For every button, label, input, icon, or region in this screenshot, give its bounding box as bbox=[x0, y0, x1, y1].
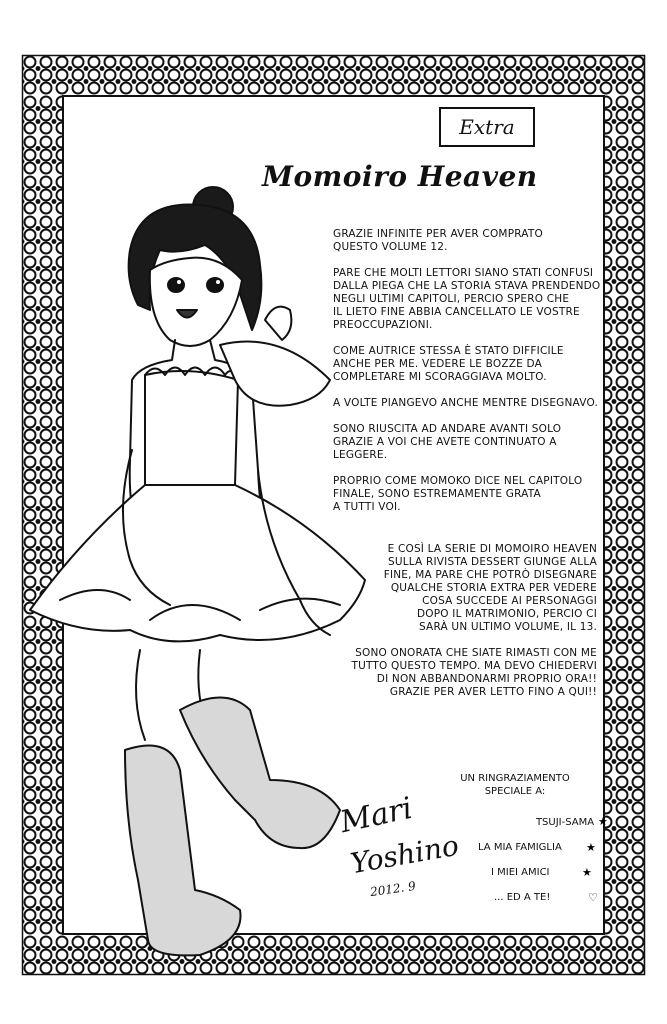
paragraph: GRAZIE INFINITE PER AVER COMPRATO QUESTO VOLUME 12. bbox=[333, 228, 543, 253]
star-icon: ★ bbox=[586, 841, 596, 854]
thanks-heading: UN RINGRAZIAMENTO SPECIALE A: bbox=[460, 773, 570, 797]
paragraph: SONO ONORATA CHE SIATE RIMASTI CON ME TUTTO QUESTO TEMPO. MA DEVO CHIEDERVI DI NON ABBANDONARMI PROPRIO ORA!! GRAZIE PER AVER LETTO FINO A QUI!! bbox=[351, 647, 597, 698]
extra-label-box bbox=[439, 107, 535, 147]
decorative-stars bbox=[582, 813, 610, 909]
star-icon: ★ bbox=[598, 815, 608, 828]
thanks-item: LA MIA FAMIGLIA bbox=[478, 842, 562, 853]
paragraph: E COSÌ LA SERIE DI MOMOIRO HEAVEN SULLA RIVISTA DESSERT GIUNGE ALLA FINE, MA PARE CHE POTRÒ DISEGNARE QUALCHE STORIA EXTRA PER VEDERE COSA SUCCEDE AI PERSONAGGI DOPO IL MATRIMONIO, PERCIO CI SARÀ UN ULTIMO VOLUME, IL 13. bbox=[383, 543, 597, 633]
paragraph: PROPRIO COME MOMOKO DICE NEL CAPITOLO FINALE, SONO ESTREMAMENTE GRATA A TUTTI VOI. bbox=[333, 475, 583, 513]
paragraph: A VOLTE PIANGEVO ANCHE MENTRE DISEGNAVO. bbox=[333, 397, 599, 409]
extra-label: Extra bbox=[459, 115, 515, 139]
heart-icon: ♡ bbox=[588, 891, 598, 904]
signature-line2: Yoshino bbox=[347, 828, 462, 881]
thanks-item: TSUJI-SAMA bbox=[535, 817, 595, 828]
signature-date: 2012. 9 bbox=[369, 878, 417, 900]
paragraph: SONO RIUSCITA AD ANDARE AVANTI SOLO GRAZIE A VOI CHE AVETE CONTINUATO A LEGGERE. bbox=[333, 423, 562, 461]
paragraph: PARE CHE MOLTI LETTORI SIANO STATI CONFUSI DALLA PIEGA CHE LA STORIA STAVA PRENDENDO NEGLI ULTIMI CAPITOLI, PERCIO SPERO CHE IL LIETO FINE ABBIA CANCELLATO LE VOSTRE PREOCCUPAZIONI. bbox=[333, 267, 601, 331]
thanks-item: I MIEI AMICI bbox=[491, 867, 550, 878]
message-left-column bbox=[333, 228, 603, 527]
message-right-column bbox=[315, 543, 597, 712]
author-signature bbox=[330, 790, 470, 910]
star-icon: ★ bbox=[582, 866, 592, 879]
page-title: Momoiro Heaven bbox=[262, 160, 538, 193]
paragraph: COME AUTRICE STESSA È STATO DIFFICILE ANCHE PER ME. VEDERE LE BOZZE DA COMPLETARE MI SCORAGGIAVA MOLTO. bbox=[333, 345, 564, 383]
signature-line1: Mari bbox=[337, 790, 416, 841]
thanks-item: ... ED A TE! bbox=[494, 892, 551, 903]
